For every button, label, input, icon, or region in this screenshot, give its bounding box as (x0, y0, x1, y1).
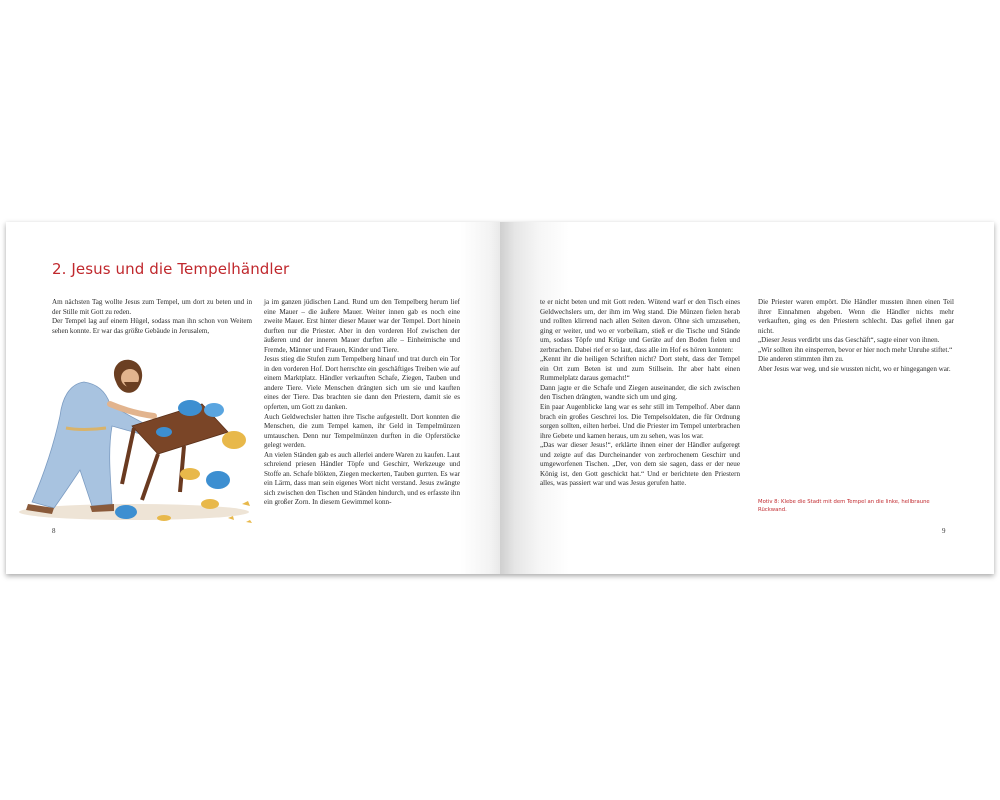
table-leg (122, 428, 134, 484)
paragraph: An vielen Ständen gab es auch allerlei andere Waren zu kaufen. Laut schreiend priesen Händler Töpfe und Geschirr, Werkzeuge und Stoffe an. Schafe blökten, Ziegen meckerten, Tauben gurrten. Es war ein Lärm, dass man sein eigenes Wort nicht verstand. Jesus zwängte sich zwischen den Tischen und Ständen hindurch, und es erfasste ihn ein großer Zorn. In diesem Gewimmel konn- (264, 450, 460, 507)
right-text-column-2 (758, 298, 954, 374)
table-leg (180, 446, 184, 492)
paragraph: Der Tempel lag auf einem Hügel, sodass man ihn schon von Weitem sehen konnte. Er war das größte Gebäude in Jerusalem, (52, 317, 252, 335)
paragraph: „Das war dieser Jesus!“, erklärte ihnen einer der Händler aufgeregt und zeigte auf das Durcheinander von zerbrochenem Geschirr und umgeworfenen Tischen. „Der, von dem sie sagen, dass er der neue König ist, den Gott geschickt hat.“ Und er berichtete den Priestern alles, was passiert war und was Jesus gerufen hatte. (540, 441, 740, 488)
blue-pot (206, 471, 230, 489)
blue-pot (204, 403, 224, 417)
gold-coin (180, 468, 200, 480)
table-leg (142, 454, 158, 500)
left-page (6, 222, 500, 574)
paragraph: Am nächsten Tag wollte Jesus zum Tempel, um dort zu beten und in der Stille mit Gott zu reden. (52, 298, 252, 316)
paragraph: „Wir sollten ihn einsperren, bevor er hier noch mehr Unruhe stiftet.“ (758, 345, 953, 354)
paragraph: te er nicht beten und mit Gott reden. Wütend warf er den Tisch eines Geldwechslers um, der ihm im Weg stand. Die Münzen fielen herab und rollten klirrend nach allen Seiten davon. Ohne sich umzusehen, ging er weiter, und wo er vorbeikam, stieß er die Tische und Stände um, sodass Töpfe und Krüge und Geräte auf den Boden fielen und zerbrachen. Dabei rief er so laut, dass alle im Hof es hören konnten: (540, 298, 740, 354)
blue-bowl (156, 427, 172, 437)
jesus-sash (66, 428, 106, 430)
page-number-left: 8 (52, 527, 56, 535)
paragraph: Aber Jesus war weg, und sie wussten nicht, wo er hingegangen war. (758, 364, 951, 373)
page-number-right: 9 (942, 527, 946, 535)
gold-coin (157, 515, 171, 521)
jesus-robe (32, 382, 152, 508)
gold-coin (201, 499, 219, 509)
paragraph: „Kennt ihr die heiligen Schriften nicht? Dort steht, dass der Tempel ein Ort zum Beten ist und zum Stillsein. Ihr aber habt einen Rummelplatz daraus gemacht!“ (540, 355, 740, 383)
paragraph: ja im ganzen jüdischen Land. Rund um den Tempelberg herum lief eine Mauer – die äußere Mauer. Weiter innen gab es noch eine zweite Mauer. Erst hinter dieser Mauer war der Tempel. Dort hinein durften nur die Priester. Aber in den vorderen Hof zwischen der äußeren und der inneren Mauer durften alle – Einheimische und Fremde, Männer und Frauen, Kinder und Tiere. (264, 298, 460, 354)
left-text-column-2 (264, 298, 460, 508)
paragraph: Ein paar Augenblicke lang war es sehr still im Tempelhof. Aber dann brach ein großes Geschrei los. Die Tempelsoldaten, die für Ordnung sorgen sollten, eilten herbei. Und die Priester im Tempel unterbrachen ihre Gebete und kamen heraus, um zu sehen, was los war. (540, 403, 740, 440)
right-text-column-1 (540, 298, 740, 489)
blue-pot (115, 505, 137, 519)
left-text-column-1 (52, 298, 252, 336)
craft-instruction-note: Motiv 8: Klebe die Stadt mit dem Tempel an die linke, hellbraune Rückwand. (758, 499, 930, 513)
right-page (500, 222, 994, 574)
paragraph: Die anderen stimmten ihm zu. (758, 355, 844, 364)
blue-pot (178, 400, 202, 416)
paragraph: Die Priester waren empört. Die Händler mussten ihnen einen Teil ihrer Einnahmen abgeben. Wenn die Händler nichts mehr verkauften, ging es den Priestern schlecht. Das gefiel ihnen gar nicht. (758, 298, 954, 335)
paragraph: Dann jagte er die Schafe und Ziegen auseinander, die sich zwischen den Tischen drängten, wandte sich um und ging. (540, 383, 740, 402)
paragraph: „Dieser Jesus verdirbt uns das Geschäft“, sagte einer von ihnen. (758, 336, 940, 345)
jesus-overturning-table-illustration (14, 344, 254, 534)
paragraph: Jesus stieg die Stufen zum Tempelberg hinauf und trat durch ein Tor in den vorderen Hof. Dort herrschte ein geschäftiges Treiben wie auf einem Marktplatz. Händler verkauften Schafe, Ziegen, Tauben und andere Tiere. Viele Menschen drängten sich um sie und kauften eines der Tiere. Das brachten sie dann den Priestern, damit sie es opferten, um Gott zu danken. (264, 355, 460, 412)
chapter-title: 2. Jesus und die Tempelhändler (52, 260, 290, 278)
paragraph: Auch Geldwechsler hatten ihre Tische aufgestellt. Dort konnten die Menschen, die zum Tempel kamen, ihr Geld in Tempelmünzen umtauschen. Denn nur Tempelmünzen durften in die Opferstöcke gelegt werden. (264, 412, 460, 450)
open-book (6, 222, 994, 574)
gold-coin (222, 431, 246, 449)
